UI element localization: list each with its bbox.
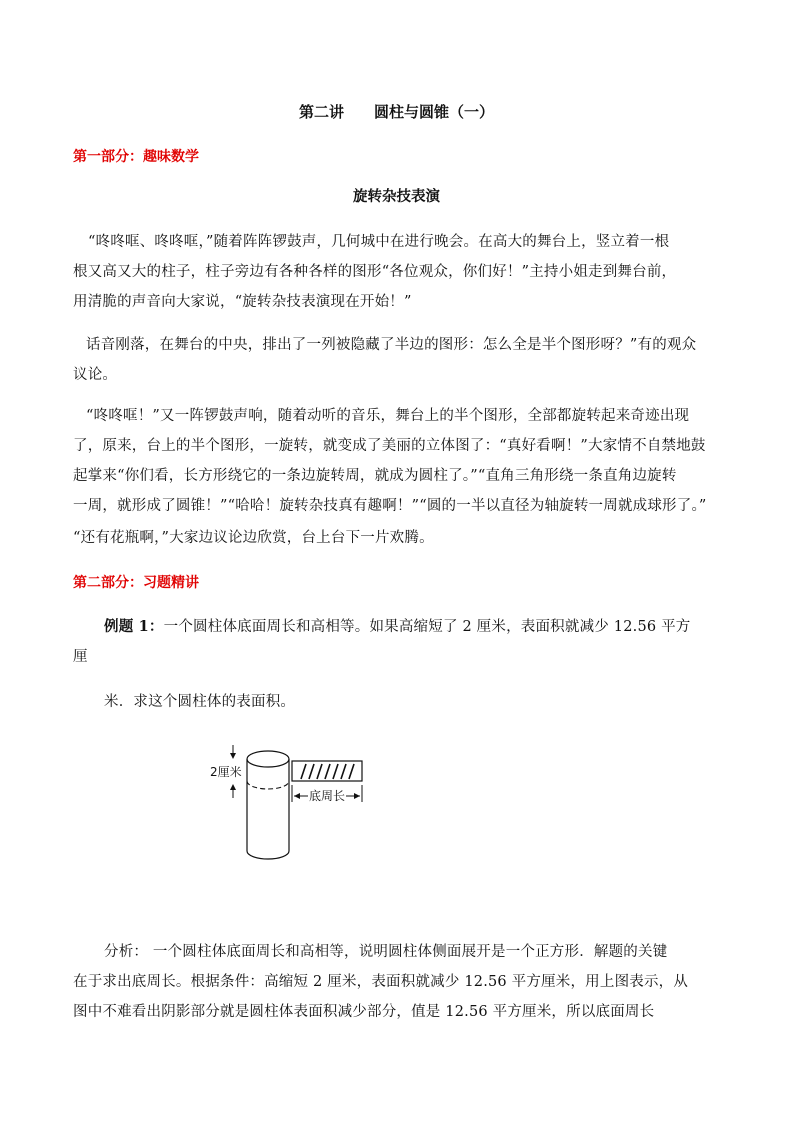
shaded-hatching	[301, 764, 354, 779]
cut-line-arc	[247, 781, 289, 789]
story-line: “还有花瓶啊，”大家边议论边欣赏，台上台下一片欢腾。	[73, 530, 434, 546]
section2-heading: 第二部分：习题精讲	[73, 575, 199, 591]
story-line: 起掌来“你们看，长方形绕它的一条边旋转周，就成为圆柱了。”“直角三角形绕一条直角边旋转	[73, 468, 677, 484]
story-title: 旋转杂技表演	[353, 188, 440, 205]
title-lecture: 第二讲	[298, 103, 344, 121]
analysis-line: 分析： 一个圆柱体底面周长和高相等，说明圆柱体侧面展开是一个正方形．解题的关键	[104, 944, 668, 960]
example-label: 例题 1：	[104, 618, 164, 635]
story-line: 了，原来，台上的半个图形，一旋转，就变成了美丽的立体图了：“真好看啊！”大家情不自禁地鼓	[73, 438, 706, 454]
story-line: 一周，就形成了圆锥！”“哈哈！旋转杂技真有趣啊！”“圆的一半以直径为轴旋转一周就成球形了。”	[73, 498, 707, 514]
example-1-continuation: 米．求这个圆柱体的表面积。	[104, 694, 296, 710]
section1-heading: 第一部分：趣味数学	[73, 149, 199, 165]
page-title	[0, 101, 793, 122]
arrow-head-icon	[294, 793, 300, 799]
cylinder-top-ellipse	[247, 751, 289, 767]
arrow-head-icon	[354, 793, 360, 799]
story-line: “咚咚哐、咚咚哐，”随着阵阵锣鼓声，几何城中在进行晚会。在高大的舞台上，竖立着一根	[88, 234, 670, 250]
analysis-line: 图中不难看出阴影部分就是圆柱体表面积减少部分，值是 12.56 平方厘米，所以底面周长	[73, 1004, 655, 1020]
arrow-head-icon	[230, 784, 236, 790]
story-line: “咚咚哐！”又一阵锣鼓声响，随着动听的音乐，舞台上的半个图形，全部都旋转起来奇迹出现	[86, 408, 690, 424]
story-line: 根又高又大的柱子，柱子旁边有各种各样的图形“各位观众，你们好！”主持小姐走到舞台前，	[73, 264, 677, 280]
example-text: 一个圆柱体底面周长和高相等。如果高缩短了 2 厘米，表面积就减少 12.56 平方	[163, 619, 691, 635]
example-1-continuation: 厘	[73, 649, 88, 665]
title-topic: 圆柱与圆锥（一）	[374, 103, 495, 121]
example-1-line	[104, 615, 691, 636]
arrow-head-icon	[230, 753, 236, 759]
cylinder-figure	[205, 740, 375, 865]
base-label: 底周长	[309, 789, 346, 803]
height-label: 2厘米	[210, 765, 242, 779]
cylinder-bottom-arc	[247, 851, 289, 859]
analysis-line: 在于求出底周长。根据条件：高缩短 2 厘米，表面积就减少 12.56 平方厘米，用上图表示，从	[73, 974, 689, 990]
story-line: 用清脆的声音向大家说，“旋转杂技表演现在开始！”	[73, 294, 412, 310]
story-line: 话音刚落，在舞台的中央，排出了一列被隐藏了半边的图形：怎么全是半个图形呀？”有的观众	[86, 337, 697, 353]
story-line: 议论。	[73, 367, 118, 383]
